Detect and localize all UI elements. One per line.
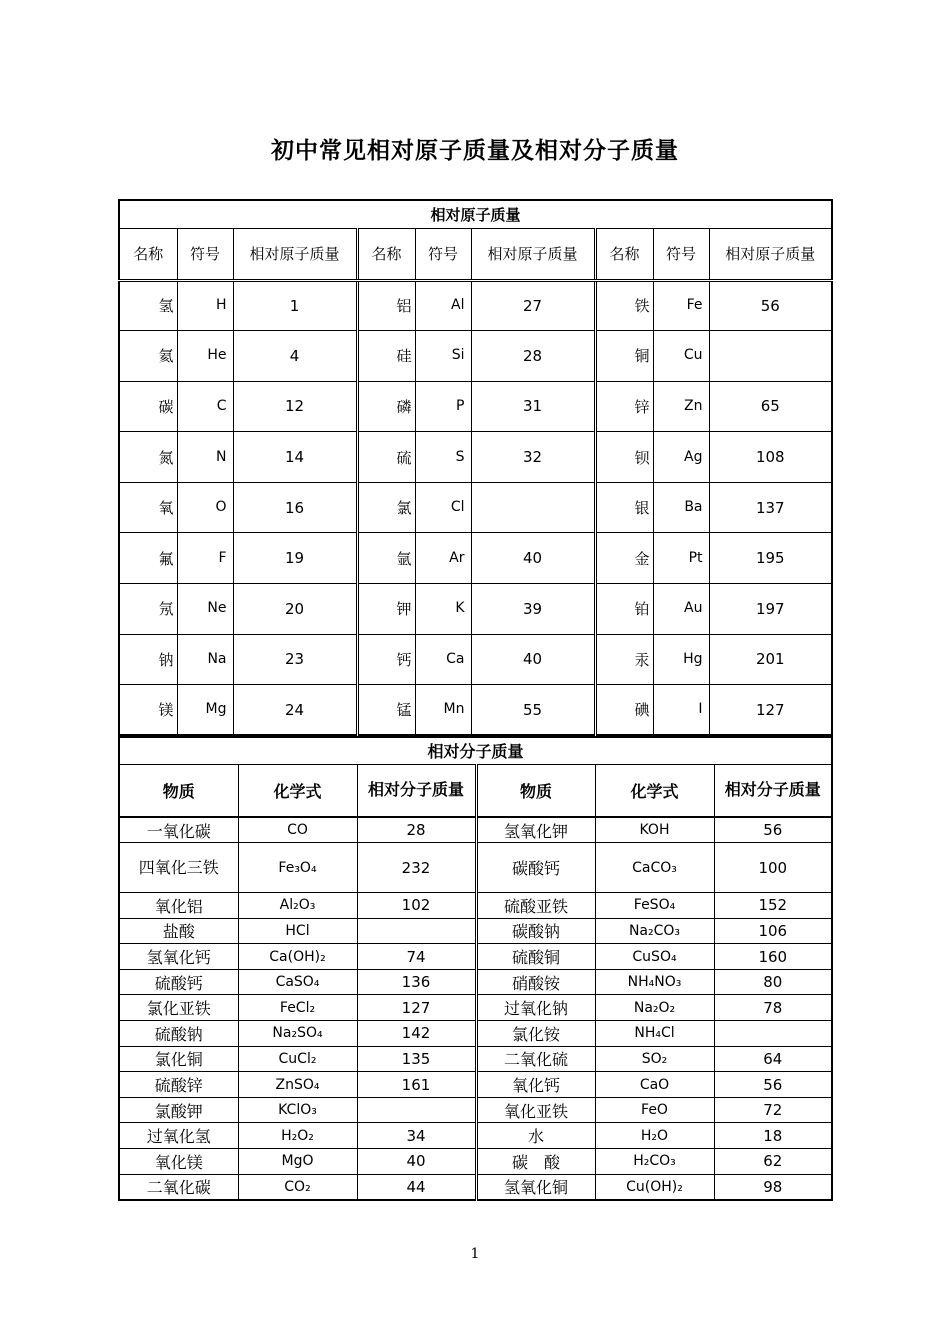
atomic-header-cell: 符号 (653, 228, 709, 280)
element-name: 银 (595, 482, 653, 533)
chemical-formula: CaCO₃ (595, 843, 714, 893)
substance-name: 硝酸铵 (476, 969, 595, 995)
molecular-mass: 232 (357, 843, 476, 893)
molecular-mass: 127 (357, 995, 476, 1021)
substance-name: 硫酸钙 (119, 969, 238, 995)
table-row (119, 817, 832, 843)
molecular-mass: 18 (714, 1123, 832, 1149)
element-symbol: K (415, 584, 471, 635)
table-row (119, 1123, 832, 1149)
molecular-mass: 100 (714, 843, 832, 893)
substance-name: 过氧化氢 (119, 1123, 238, 1149)
element-symbol: Ar (415, 533, 471, 584)
substance-name: 二氧化碳 (119, 1174, 238, 1200)
table-row (119, 584, 832, 635)
chemical-formula: H₂O₂ (238, 1123, 357, 1149)
element-mass: 195 (709, 533, 832, 584)
substance-name: 氯化铜 (119, 1046, 238, 1072)
element-name: 汞 (595, 634, 653, 685)
chemical-formula: KOH (595, 817, 714, 843)
molecular-mass (357, 1097, 476, 1123)
atomic-header-cell: 符号 (415, 228, 471, 280)
element-symbol: Si (415, 331, 471, 382)
element-mass: 19 (233, 533, 357, 584)
table-row (119, 918, 832, 944)
table-row (119, 482, 832, 533)
chemical-formula: Na₂CO₃ (595, 918, 714, 944)
substance-name: 碳酸钙 (476, 843, 595, 893)
element-symbol: I (653, 685, 709, 736)
chemical-formula: FeSO₄ (595, 893, 714, 919)
table-row (119, 1046, 832, 1072)
element-name: 镁 (119, 685, 177, 736)
atomic-header-cell: 相对原子质量 (233, 228, 357, 280)
element-symbol: Ba (653, 482, 709, 533)
substance-name: 硫酸亚铁 (476, 893, 595, 919)
chemical-formula: CaO (595, 1072, 714, 1098)
table-row (119, 944, 832, 970)
molecular-mass: 161 (357, 1072, 476, 1098)
element-mass: 14 (233, 432, 357, 483)
chemical-formula: ZnSO₄ (238, 1072, 357, 1098)
element-name: 氩 (357, 533, 415, 584)
element-symbol: Hg (653, 634, 709, 685)
molecular-mass: 56 (714, 817, 832, 843)
atomic-header-cell: 符号 (177, 228, 233, 280)
element-mass: 31 (471, 381, 595, 432)
molecular-mass: 74 (357, 944, 476, 970)
element-symbol: Cu (653, 331, 709, 382)
element-mass: 28 (471, 331, 595, 382)
element-mass: 127 (709, 685, 832, 736)
molecular-header-cell: 相对分子质量 (714, 764, 832, 817)
table-row (119, 1097, 832, 1123)
chemical-formula: Na₂SO₄ (238, 1021, 357, 1047)
molecular-mass: 106 (714, 918, 832, 944)
atomic-header-cell: 相对原子质量 (471, 228, 595, 280)
chemical-formula: CO₂ (238, 1174, 357, 1200)
chemical-formula: HCl (238, 918, 357, 944)
chemical-formula: NH₄NO₃ (595, 969, 714, 995)
chemical-formula: CO (238, 817, 357, 843)
element-symbol: Pt (653, 533, 709, 584)
substance-name: 过氧化钠 (476, 995, 595, 1021)
table-row (119, 1072, 832, 1098)
molecular-header-cell: 化学式 (595, 764, 714, 817)
substance-name: 氧化亚铁 (476, 1097, 595, 1123)
molecular-mass: 80 (714, 969, 832, 995)
substance-name: 一氧化碳 (119, 817, 238, 843)
element-mass: 56 (709, 280, 832, 331)
substance-name: 氧化钙 (476, 1072, 595, 1098)
element-symbol: Na (177, 634, 233, 685)
element-mass: 1 (233, 280, 357, 331)
element-name: 碘 (595, 685, 653, 736)
element-symbol: F (177, 533, 233, 584)
element-name: 氢 (119, 280, 177, 331)
element-mass: 197 (709, 584, 832, 635)
chemical-formula: SO₂ (595, 1046, 714, 1072)
molecular-mass-table (118, 736, 833, 1201)
table-row (119, 331, 832, 382)
element-mass: 40 (471, 533, 595, 584)
molecular-mass: 135 (357, 1046, 476, 1072)
element-name: 氮 (119, 432, 177, 483)
chemical-formula: CaSO₄ (238, 969, 357, 995)
element-name: 钠 (119, 634, 177, 685)
element-name: 铂 (595, 584, 653, 635)
element-symbol: He (177, 331, 233, 382)
substance-name: 氯化铵 (476, 1021, 595, 1047)
element-mass: 55 (471, 685, 595, 736)
molecular-mass: 160 (714, 944, 832, 970)
element-name: 氟 (119, 533, 177, 584)
chemical-formula: NH₄Cl (595, 1021, 714, 1047)
table-row (119, 1174, 832, 1200)
atomic-header-cell: 名称 (595, 228, 653, 280)
element-mass: 24 (233, 685, 357, 736)
chemical-formula: Al₂O₃ (238, 893, 357, 919)
atomic-header-cell: 相对原子质量 (709, 228, 832, 280)
element-symbol: Ca (415, 634, 471, 685)
element-mass: 65 (709, 381, 832, 432)
element-mass: 16 (233, 482, 357, 533)
molecular-header-cell: 物质 (476, 764, 595, 817)
molecular-header-cell: 物质 (119, 764, 238, 817)
element-mass: 40 (471, 634, 595, 685)
molecular-mass: 56 (714, 1072, 832, 1098)
page-number: 1 (470, 1246, 480, 1262)
atomic-header-cell: 名称 (357, 228, 415, 280)
table-row (119, 634, 832, 685)
table-row (119, 432, 832, 483)
molecular-section-title: 相对分子质量 (119, 737, 832, 764)
element-symbol: O (177, 482, 233, 533)
element-name: 金 (595, 533, 653, 584)
chemical-formula: CuCl₂ (238, 1046, 357, 1072)
molecular-mass: 28 (357, 817, 476, 843)
molecular-mass (714, 1021, 832, 1047)
table-row (119, 280, 832, 331)
substance-name: 盐酸 (119, 918, 238, 944)
table-row (119, 1021, 832, 1047)
element-name: 氧 (119, 482, 177, 533)
substance-name: 氢氧化钙 (119, 944, 238, 970)
substance-name: 碳酸钠 (476, 918, 595, 944)
molecular-mass: 152 (714, 893, 832, 919)
element-mass: 23 (233, 634, 357, 685)
substance-name: 水 (476, 1123, 595, 1149)
element-symbol: N (177, 432, 233, 483)
table-row (119, 533, 832, 584)
substance-name: 氧化铝 (119, 893, 238, 919)
molecular-mass: 136 (357, 969, 476, 995)
element-mass: 12 (233, 381, 357, 432)
substance-name: 氯化亚铁 (119, 995, 238, 1021)
table-row (119, 1149, 832, 1175)
element-symbol: Mg (177, 685, 233, 736)
element-symbol: P (415, 381, 471, 432)
molecular-mass: 78 (714, 995, 832, 1021)
chemical-formula: CuSO₄ (595, 944, 714, 970)
element-mass: 108 (709, 432, 832, 483)
element-symbol: Zn (653, 381, 709, 432)
element-symbol: Au (653, 584, 709, 635)
substance-name: 氢氧化铜 (476, 1174, 595, 1200)
element-name: 铁 (595, 280, 653, 331)
element-name: 铜 (595, 331, 653, 382)
element-mass (709, 331, 832, 382)
table-row (119, 995, 832, 1021)
molecular-mass: 62 (714, 1149, 832, 1175)
element-name: 锰 (357, 685, 415, 736)
substance-name: 氧化镁 (119, 1149, 238, 1175)
element-name: 钡 (595, 432, 653, 483)
element-symbol: Cl (415, 482, 471, 533)
molecular-mass: 72 (714, 1097, 832, 1123)
element-symbol: C (177, 381, 233, 432)
element-name: 氖 (119, 584, 177, 635)
atomic-section-title: 相对原子质量 (119, 200, 832, 228)
atomic-header-cell: 名称 (119, 228, 177, 280)
molecular-mass: 102 (357, 893, 476, 919)
element-symbol: Mn (415, 685, 471, 736)
molecular-mass: 142 (357, 1021, 476, 1047)
element-mass: 32 (471, 432, 595, 483)
element-name: 硅 (357, 331, 415, 382)
element-symbol: Al (415, 280, 471, 331)
element-name: 铝 (357, 280, 415, 331)
substance-name: 硫酸钠 (119, 1021, 238, 1047)
table-row (119, 381, 832, 432)
atomic-mass-table (118, 199, 833, 736)
chemical-formula: KClO₃ (238, 1097, 357, 1123)
substance-name: 四氧化三铁 (119, 843, 238, 893)
substance-name: 硫酸铜 (476, 944, 595, 970)
table-row (119, 685, 832, 736)
table-row (119, 893, 832, 919)
element-symbol: Fe (653, 280, 709, 331)
molecular-mass: 44 (357, 1174, 476, 1200)
chemical-formula: Cu(OH)₂ (595, 1174, 714, 1200)
chemical-formula: Fe₃O₄ (238, 843, 357, 893)
molecular-mass: 34 (357, 1123, 476, 1149)
chemical-formula: Ca(OH)₂ (238, 944, 357, 970)
table-row (119, 969, 832, 995)
element-name: 钾 (357, 584, 415, 635)
element-name: 钙 (357, 634, 415, 685)
page-title: 初中常见相对原子质量及相对分子质量 (271, 137, 679, 164)
chemical-formula: FeCl₂ (238, 995, 357, 1021)
chemical-formula: Na₂O₂ (595, 995, 714, 1021)
element-symbol: H (177, 280, 233, 331)
element-name: 锌 (595, 381, 653, 432)
substance-name: 碳 酸 (476, 1149, 595, 1175)
molecular-header-cell: 化学式 (238, 764, 357, 817)
molecular-mass: 64 (714, 1046, 832, 1072)
element-mass: 20 (233, 584, 357, 635)
element-name: 碳 (119, 381, 177, 432)
chemical-formula: H₂O (595, 1123, 714, 1149)
element-symbol: Ag (653, 432, 709, 483)
substance-name: 氯酸钾 (119, 1097, 238, 1123)
element-mass: 39 (471, 584, 595, 635)
element-mass: 27 (471, 280, 595, 331)
substance-name: 二氧化硫 (476, 1046, 595, 1072)
chemical-formula: MgO (238, 1149, 357, 1175)
element-name: 硫 (357, 432, 415, 483)
molecular-mass: 40 (357, 1149, 476, 1175)
molecular-mass: 98 (714, 1174, 832, 1200)
molecular-mass (357, 918, 476, 944)
element-name: 氯 (357, 482, 415, 533)
element-mass: 201 (709, 634, 832, 685)
chemical-formula: H₂CO₃ (595, 1149, 714, 1175)
element-name: 氦 (119, 331, 177, 382)
molecular-header-cell: 相对分子质量 (357, 764, 476, 817)
element-name: 磷 (357, 381, 415, 432)
substance-name: 氢氧化钾 (476, 817, 595, 843)
element-symbol: S (415, 432, 471, 483)
element-symbol: Ne (177, 584, 233, 635)
substance-name: 硫酸锌 (119, 1072, 238, 1098)
element-mass: 137 (709, 482, 832, 533)
element-mass (471, 482, 595, 533)
table-row (119, 843, 832, 893)
element-mass: 4 (233, 331, 357, 382)
chemical-formula: FeO (595, 1097, 714, 1123)
